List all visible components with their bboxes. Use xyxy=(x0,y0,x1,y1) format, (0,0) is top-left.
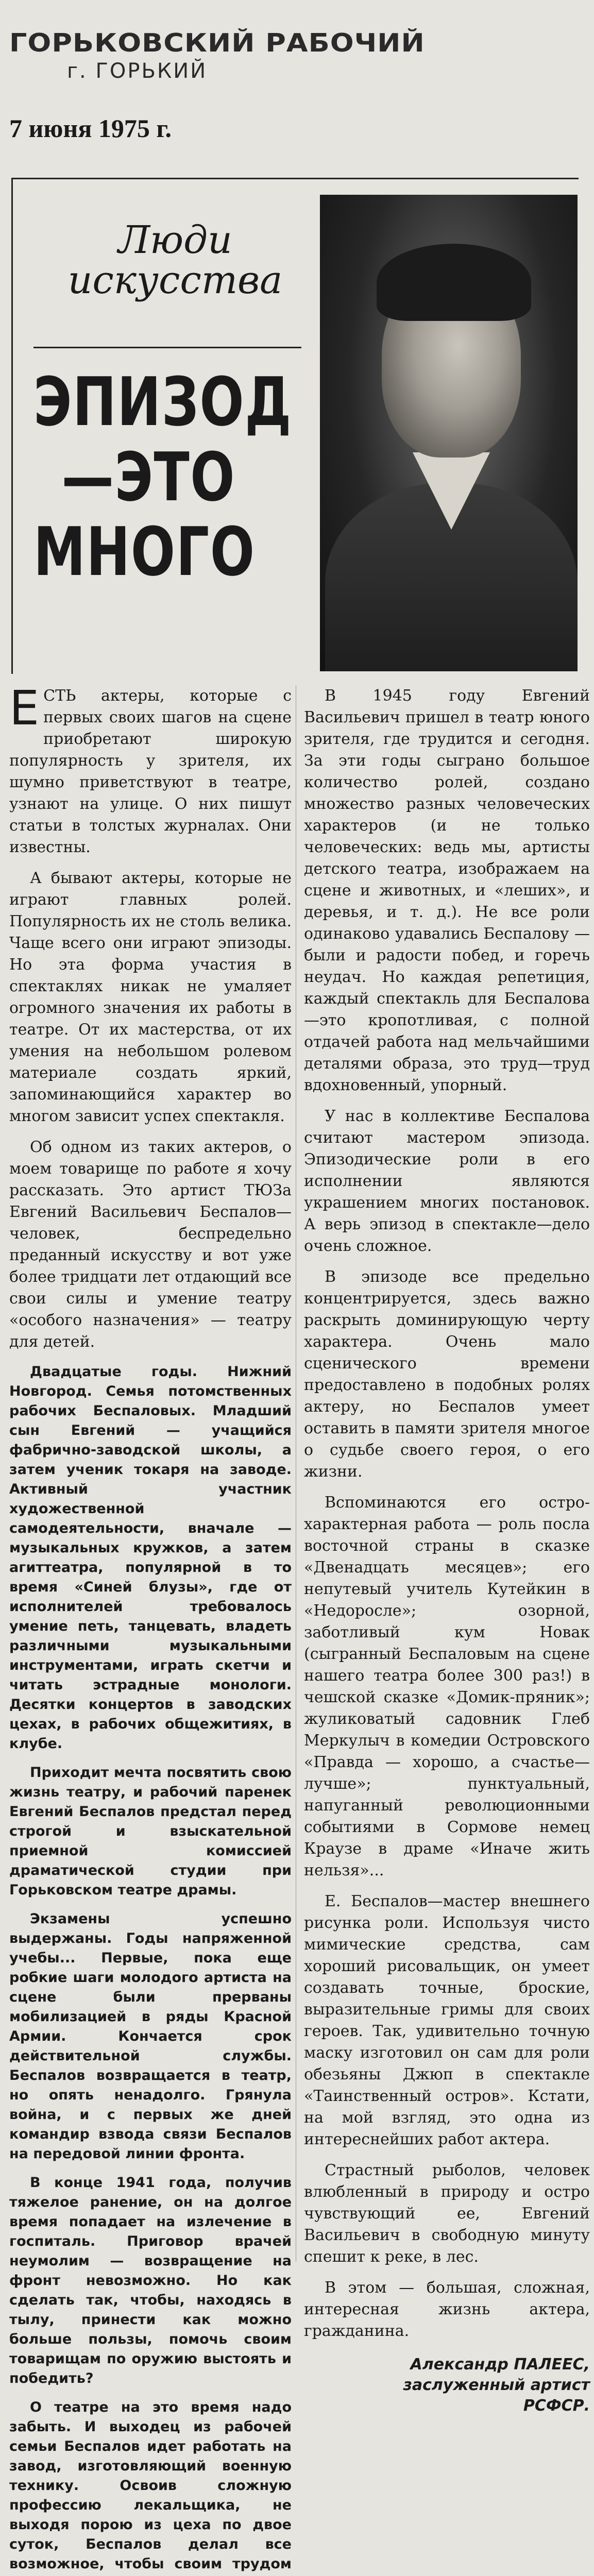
newspaper-stamp xyxy=(9,27,425,83)
publication-date: 7 июня 1975 г. xyxy=(9,114,172,143)
headline-line-1: ЭПИЗОД xyxy=(33,363,293,441)
article-headline xyxy=(33,363,293,591)
author-signature xyxy=(304,2354,590,2416)
bio-paragraph: Экзамены успешно выдержаны. Годы напряженной учебы... Первые, пока еще робкие шаги молодого артиста на сцене были прерваны мобилизацией в ряды Красной Армии. Кончается срок действительной службы. Беспалов возвращается в театр, но опять ненадолго. Грянула война, и с первых же дней командир взвода связи Беспалов на передовой линии фронта. xyxy=(9,1911,292,2162)
paragraph-text: СТЬ актеры, которые с первых своих шагов на сцене приобретают широкую популярность у зрителя, их шумно приветствуют в театре, узнают на улице. О них пишут статьи в толстых журналах. Они известны. xyxy=(9,687,292,856)
article-left-column xyxy=(9,681,292,2576)
article-right-column xyxy=(304,685,590,2416)
paragraph xyxy=(9,681,292,858)
newspaper-city: г. ГОРЬКИЙ xyxy=(67,59,208,83)
rubric-line-2: искусства xyxy=(67,258,283,302)
rubric-divider xyxy=(33,347,301,348)
author-name: Александр ПАЛЕЕС, xyxy=(410,2355,590,2374)
headline-block xyxy=(11,178,579,674)
bio-paragraph: Приходит мечта посвятить свою жизнь театру, и рабочий паренек Евгений Беспалов предстал перед строгой и взыскательной приемной комиссией драматической студии при Горьковском театре драмы. xyxy=(9,1765,292,1898)
bio-paragraph: О театре на это время надо забыть. И выходец из рабочей семьи Беспалов идет работать на завод, изготовляющий военную технику. Освоив сложную профессию лекальщика, не выходя порою из цеха по двое суток, Беспалов делал все возможное, чтобы своим трудом xyxy=(9,2399,292,2572)
rubric-line-1: Люди xyxy=(118,218,232,262)
newspaper-name: ГОРЬКОВСКИЙ РАБОЧИЙ xyxy=(9,28,425,58)
author-org: РСФСР. xyxy=(523,2397,590,2415)
rubric xyxy=(54,218,296,302)
headline-line-3: МНОГО xyxy=(33,513,256,591)
paragraph: В эпизоде все предельно концентрируется, здесь важно раскрыть доминирующую черту характера. Очень мало сценического времени предоставлено в подобных ролях актеру, но Беспалов умеет оставить в памяти зрителя многое о судьбе своего героя, о его жизни. xyxy=(304,1268,590,1481)
author-title: заслуженный артист xyxy=(403,2376,590,2394)
paragraph: В этом — большая, сложная, интересная жизнь актера, гражданина. xyxy=(304,2279,590,2340)
bio-paragraph: Двадцатые годы. Нижний Новгород. Семья потомственных рабочих Беспаловых. Младший сын Евгений — учащийся фабрично-заводской школы, а затем ученик токаря на заводе. Активный участник художественной самодеятельности, вначале — музыкальных кружков, а затем агиттеатра, популярной в то время «Синей блузы», где от исполнителей требовалось умение петь, танцевать, владеть различными музыкальными инструментами, играть скетчи и читать эстрадные монологи. Десятки концертов в заводских цехах, в рабочих общежитиях, в клубе. xyxy=(9,1364,292,1752)
paragraph: Е. Беспалов—мастер внешнего рисунка роли. Используя чисто мимические средства, сам хороший рисовальщик, он умеет создавать точные, броские, выразительные гримы для своих героев. Так, удивительно точную маску изготовил он сам для роли обезьяны Джюп в спектакле «Таинственный остров». Кстати, на мой взгляд, это одна из интереснейших работ актера. xyxy=(304,1892,590,2148)
paragraph: Вспоминаются его остро-характерная работа — роль посла восточной страны в сказке «Двенадцать месяцев»; его непутевый учитель Кутейкин в «Недоросле»; озорной, заботливый кум Новак (сыгранный Беспаловым на сцене нашего театра более 300 раз!) в чешской сказке «Домик-пряник»; жуликоватый садовник Глеб Меркулыч в комедии Островского «Правда — хорошо, а счастье—лучше»; пунктуальный, напуганный революционными событиями в Сормове немец Краузе в драме «Иначе жить нельзя»... xyxy=(304,1494,590,1879)
paragraph: Страстный рыболов, человек влюбленный в природу и остро чувствующий ее, Евгений Васильевич в свободную минуту спешит к реке, в лес. xyxy=(304,2161,590,2266)
paragraph: В 1945 году Евгений Васильевич пришел в театр юного зрителя, где трудится и сегодня. За эти годы сыграно большое количество ролей, создано множество разных человеческих характеров (и не только человеческих: ведь мы, артисты детского театра, изображаем на сцене и животных, и «леших», и деревья, и т. д.). Не все роли одинаково удавались Беспалову — были и радости побед, и горечь неудач. Но каждая репетиция, каждый спектакль для Беспалова—это кропотливая, с полной отдачей работа над мельчайшими деталями образа, это труд—труд вдохновенный, упорный. xyxy=(304,687,590,1094)
bio-paragraph: В конце 1941 года, получив тяжелое ранение, он на долгое время попадает на излечение в госпиталь. Приговор врачей неумолим — возвращение на фронт невозможно. Но как сделать так, чтобы, находясь в тылу, принести как можно больше пользы, помочь своим товарищам по оружию выстоять и победить? xyxy=(9,2175,292,2386)
paragraph: У нас в коллективе Беспалова считают мастером эпизода. Эпизодические роли в его исполнении являются украшением многих постановок. А верь эпизод в спектакле—дело очень сложное. xyxy=(304,1107,590,1255)
headline-line-2: —ЭТО xyxy=(61,437,236,516)
paragraph: Об одном из таких актеров, о моем товарище по работе я хочу рассказать. Это артист ТЮЗа Евгений Васильевич Беспалов—человек, беспредельно преданный искусству и вот уже более тридцати лет отдающий все свои силы и умение театру «особого назначения» — театру для детей. xyxy=(9,1138,292,1351)
paragraph: А бывают актеры, которые не играют главных ролей. Популярность их не столь велика. Чаще всего они играют эпизоды. Но эта форма участия в спектаклях никак не умаляет огромного значения их работы в театре. От их мастерства, от их умения на небольшом ролевом материале создать яркий, запоминающийся характер во многом зависит успех спектакля. xyxy=(9,869,292,1125)
actor-portrait-photo xyxy=(320,195,578,671)
portrait-hair xyxy=(377,244,531,321)
biography-block xyxy=(9,1362,292,2576)
drop-cap: Е xyxy=(9,681,40,736)
